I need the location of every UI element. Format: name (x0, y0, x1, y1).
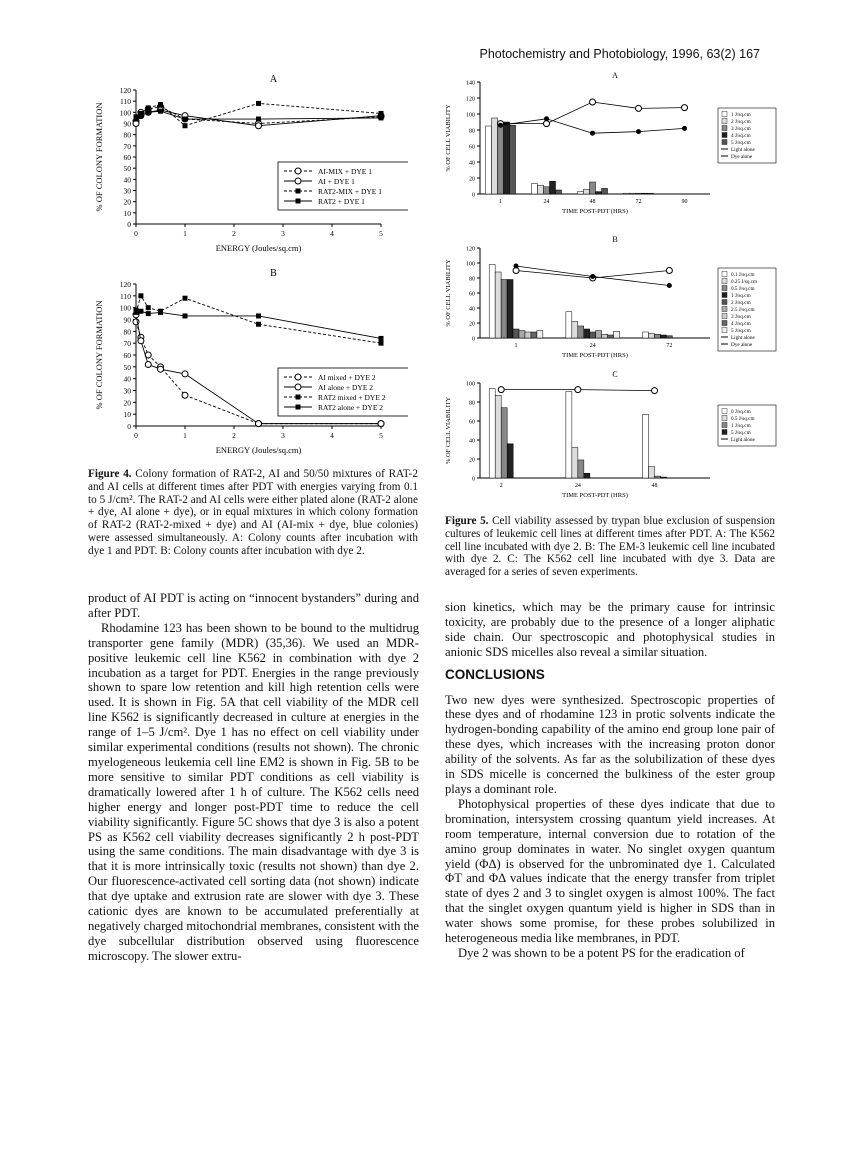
left-paragraph-1: product of AI PDT is acting on “innocent bystanders” during and after PDT. (88, 591, 419, 620)
legend-entry: 3 J/sq.cm (731, 314, 751, 320)
data-point (652, 388, 658, 394)
legend-entry: 2 J/sq.cm (731, 300, 751, 306)
legend-entry: Dye alone (731, 342, 753, 348)
y-tick-label: 10 (123, 410, 131, 420)
x-tick-label: 1 (183, 431, 187, 440)
legend-swatch (722, 286, 727, 291)
bar (624, 193, 630, 194)
x-axis-label: TIME POST-PDT (HRS) (562, 208, 628, 215)
bar (584, 473, 590, 478)
y-tick-label: 80 (123, 130, 131, 140)
y-tick-label: 70 (123, 141, 131, 151)
bar (507, 280, 513, 339)
legend-entry: RAT2 alone + DYE 2 (318, 403, 384, 412)
y-axis-label: % OF COLONY FORMATION (94, 300, 104, 410)
legend-entry: 1 J/sq.cm (731, 423, 751, 429)
legend-entry: 5 J/sq.cm (731, 328, 751, 334)
legend-entry: 1 J/sq.cm (731, 293, 751, 299)
x-tick-label: 24 (589, 343, 596, 349)
y-tick-label: 40 (469, 306, 475, 313)
legend-marker (296, 405, 301, 410)
y-axis-label: % OF COLONY FORMATION (94, 102, 104, 212)
y-tick-label: 100 (466, 112, 475, 119)
legend-entry: AI + DYE 1 (318, 177, 355, 186)
data-point (590, 274, 595, 279)
left-paragraph-2: Rhodamine 123 has been shown to be bound to the multidrug transporter gene family (MDR) (35,36). We used an MDR-positive leukemic cell line K562 in combination with dye 2 incubation as a target for PDT. Energies in the range previously shown to spare low retention and kill high retention cells were used. It is shown in Fig. 5A that cell viability of the MDR cell line K562 is significantly decreased in culture at energies in the range of 1–5 J/cm². Dye 1 has no effect on cell viability under similar experimental conditions (results not shown). The chronic myelogeneous leukemia cell line EM2 is shown in Fig. 5B to be more sensitive to similar PDT conditions as cell viability is dramatically lowered after 1 h of culture. The K562 cells need higher energy and longer post-PDT time to reduce the cell viability significantly. Figure 5C shows that dye 3 is also a potent PS as K562 cell viability decreases significantly 2 h post-PDT using the same conditions. The main disadvantage with dye 3 is that it is more intrinsically toxic (results not shown) than dye 2. Our fluorescence-activated cell sorting data (not shown) indicate that dye uptake and extrusion rate are slower with dye 3. These cationic dyes are known to be accumulated preferentially at negatively charged mitochondrial membranes, consistent with the dye subcellular distribution observed using fluorescence microscopy. The slower extru- (88, 620, 419, 963)
data-point (256, 117, 261, 122)
y-tick-label: 90 (123, 315, 131, 325)
bar (531, 332, 537, 338)
data-point (379, 115, 384, 120)
y-tick-label: 100 (119, 303, 131, 313)
bar (486, 126, 492, 194)
y-axis-label: % OF CELL VIABILITY (445, 396, 452, 465)
bar (572, 448, 578, 478)
bar (495, 395, 501, 478)
bar (654, 334, 660, 338)
bar (537, 331, 543, 339)
y-tick-label: 60 (469, 419, 475, 426)
y-tick-label: 60 (123, 351, 131, 360)
y-tick-label: 20 (469, 457, 475, 464)
bar (596, 192, 602, 194)
bar (519, 331, 525, 339)
x-tick-label: 1 (499, 199, 503, 205)
data-point (183, 313, 188, 318)
bar (590, 332, 596, 338)
legend-swatch (722, 300, 727, 305)
bar (648, 193, 654, 194)
y-tick-label: 80 (123, 327, 131, 337)
x-tick-label: 3 (281, 229, 285, 238)
x-axis-label: TIME POST-PDT (HRS) (562, 492, 628, 499)
legend-marker (296, 199, 301, 204)
y-tick-label: 0 (127, 422, 131, 431)
x-tick-label: 4 (330, 229, 334, 238)
bar (566, 312, 572, 338)
y-tick-label: 50 (123, 362, 131, 372)
legend-entry: AI-MIX + DYE 1 (318, 167, 373, 176)
legend-swatch (722, 314, 727, 319)
bar (661, 477, 667, 478)
legend-entry: 0.25 J/sq.cm (731, 279, 758, 285)
y-tick-label: 90 (123, 119, 131, 129)
bar (666, 336, 672, 338)
section-title-conclusions: CONCLUSIONS (445, 666, 545, 682)
bar (525, 332, 531, 338)
bar (572, 322, 578, 339)
data-point (544, 116, 549, 121)
data-point (182, 392, 188, 398)
y-tick-label: 30 (123, 386, 131, 396)
legend-marker (295, 374, 301, 380)
data-point (636, 129, 641, 134)
conclusions-paragraph-2: Photophysical properties of these dyes indicate that due to bromination, intersystem crossing quantum yield increases. At room temperature, internal conversion due to rotation of the amino group dominates in water. No singlet oxygen quantum yield (ΦΔ) is observed for the unbrominated dye 1. Calculated ΦT and ΦΔ values indicate that the energy transfer from triplet state of dyes 2 and 3 to singlet oxygen is almost 100%. The fact that the singlet oxygen quantum yield is higher in SDS than in water shows some promise, for these probes solubilized in heterogeneous media like membranes, in PDT. (445, 796, 775, 946)
figure5-panel-a (440, 70, 780, 240)
data-point (183, 296, 188, 301)
bar (608, 335, 614, 338)
y-tick-label: 0 (472, 336, 475, 343)
legend-entry: Light alone (731, 147, 755, 153)
y-tick-label: 120 (119, 86, 131, 95)
legend-swatch (722, 279, 727, 284)
y-tick-label: 40 (123, 175, 131, 185)
y-tick-label: 0 (472, 476, 475, 483)
bar (602, 188, 608, 194)
bar (642, 193, 648, 194)
bar (602, 334, 608, 338)
legend-swatch (722, 112, 727, 117)
bar (584, 189, 590, 194)
figure4-caption-text: Colony formation of RAT-2, AI and 50/50 mixtures of RAT-2 and AI cells at different times after PDT with energies varying from 0.1 to 5 J/cm². The RAT-2 and AI cells were either plated alone (RAT-2 alone + dye, AI alone + dye), or in equal mixtures in which colony formation of RAT-2 (RAT-2-mixed + dye) and AI (AI-mix + dye, blue colonies) were assessed simultaneously. A: Colony counts after incubation with dye 1 and PDT. B: Colony counts after incubation with dye 2. (88, 468, 418, 557)
legend-entry: 0 J/sq.cm (731, 409, 751, 415)
legend-entry: 0.5 J/sq.cm (731, 416, 755, 422)
y-tick-label: 120 (119, 280, 131, 289)
legend-entry: 3 J/sq.cm (731, 126, 751, 132)
right-paragraph-top: sion kinetics, which may be the primary cause for intrinsic toxicity, are probably due to the presence of a longer aliphatic side chain. Our spectroscopic and photophysical studies in anionic SDS micelles also reveal a similar situation. (445, 600, 775, 659)
panel-label: A (269, 74, 278, 85)
figure5-panel-b (440, 230, 780, 375)
x-tick-label: 0 (134, 431, 138, 440)
x-tick-label: 2 (232, 229, 236, 238)
data-point (146, 305, 151, 310)
legend-entry: 2.5 J/sq.cm (731, 307, 755, 313)
data-point (138, 113, 143, 118)
bar (507, 444, 513, 478)
data-point (590, 131, 595, 136)
y-tick-label: 100 (466, 381, 475, 388)
legend-entry: AI alone + DYE 2 (318, 383, 374, 392)
bar (660, 335, 666, 338)
y-tick-label: 20 (469, 176, 475, 183)
bar (492, 118, 498, 194)
x-tick-label: 5 (379, 229, 383, 238)
bar (495, 272, 501, 338)
x-axis-label: ENERGY (Joules/sq.cm) (215, 445, 302, 455)
legend-entry: 5 J/sq.cm (731, 430, 751, 436)
y-tick-label: 20 (469, 321, 475, 328)
data-point (590, 99, 596, 105)
bar (578, 326, 584, 338)
bar (513, 329, 519, 338)
data-point (682, 126, 687, 131)
bar (643, 332, 649, 338)
bar (578, 192, 584, 194)
legend-entry: 4 J/sq.cm (731, 133, 751, 139)
bar (504, 122, 510, 194)
x-tick-label: 4 (330, 431, 334, 440)
panel-label: B (270, 268, 277, 279)
bar (550, 181, 556, 194)
data-point (182, 371, 188, 377)
figure4-panel-a (88, 72, 408, 272)
data-point (138, 338, 144, 344)
y-tick-label: 80 (469, 128, 475, 135)
x-tick-label: 72 (635, 199, 642, 205)
data-point (498, 123, 503, 128)
data-point (379, 111, 384, 116)
legend-marker (296, 189, 301, 194)
x-tick-label: 24 (543, 199, 550, 205)
legend-swatch (722, 430, 727, 435)
figure4-caption-label: Figure 4. (88, 468, 132, 480)
data-point (378, 421, 384, 427)
left-column (88, 591, 419, 964)
bar (636, 193, 642, 194)
data-point (146, 110, 151, 115)
y-axis-label: % OF CELL VIABILITY (445, 259, 452, 327)
legend-entry: 0.1 J/sq.cm (731, 272, 755, 278)
y-tick-label: 20 (123, 398, 131, 408)
bar (596, 331, 602, 339)
bar (501, 280, 507, 339)
data-point (158, 109, 163, 114)
y-tick-label: 70 (123, 339, 131, 349)
x-tick-label: 5 (379, 431, 383, 440)
data-point (636, 105, 642, 111)
y-tick-label: 40 (123, 374, 131, 384)
legend-swatch (722, 140, 727, 145)
bar (630, 193, 636, 194)
bar (566, 392, 572, 478)
legend-entry: 1 J/sq.cm (731, 112, 751, 118)
data-point (256, 123, 262, 129)
legend-entry: Light alone (731, 335, 755, 341)
legend-entry: 4 J/sq.cm (731, 321, 751, 327)
x-tick-label: 2 (232, 431, 236, 440)
y-tick-label: 60 (469, 291, 475, 298)
data-point (379, 336, 384, 341)
y-tick-label: 40 (469, 160, 475, 167)
y-tick-label: 100 (466, 261, 475, 268)
bar (648, 334, 654, 339)
legend-entry: RAT2 + DYE 1 (318, 197, 365, 206)
bar (538, 185, 544, 194)
legend-swatch (722, 307, 727, 312)
data-point (667, 283, 672, 288)
bar (510, 125, 516, 194)
bar (614, 331, 620, 338)
legend-swatch (722, 293, 727, 298)
legend-swatch (722, 133, 727, 138)
panel-label: B (612, 235, 618, 244)
x-tick-label: 72 (666, 343, 673, 349)
conclusions-paragraph-3: Dye 2 was shown to be a potent PS for the eradication of (458, 945, 745, 960)
data-point (256, 322, 261, 327)
series-line (136, 296, 381, 343)
y-tick-label: 40 (469, 438, 475, 445)
bar (532, 184, 538, 194)
conclusions-paragraph-1: Two new dyes were synthesized. Spectroscopic properties of these dyes and of rhodamine 123 in protic solvents indicate the hydrogen-bonding capability of the amino end group lone pair of these dyes, which increases with the increasing proton donor ability of the solvents. As far as the solubilization of these dyes in SDS micelle is concerned the bulkiness of the ester group plays a dominant role. (445, 692, 775, 796)
x-tick-label: 2 (499, 483, 503, 489)
data-point (666, 268, 672, 274)
y-tick-label: 0 (472, 192, 475, 199)
data-point (256, 313, 261, 318)
data-point (183, 123, 188, 128)
bar (655, 476, 661, 478)
bar (489, 265, 495, 339)
y-tick-label: 30 (123, 186, 131, 196)
y-tick-label: 60 (123, 153, 131, 162)
x-tick-label: 1 (183, 229, 187, 238)
legend-entry: RAT2-MIX + DYE 1 (318, 187, 383, 196)
legend-entry: Light alone (731, 437, 755, 443)
y-tick-label: 20 (123, 197, 131, 207)
bar (556, 190, 562, 194)
x-tick-label: 1 (514, 343, 518, 349)
y-tick-label: 120 (466, 246, 475, 253)
data-point (138, 293, 143, 298)
y-tick-label: 100 (119, 108, 131, 118)
x-tick-label: 0 (134, 229, 138, 238)
running-head: Photochemistry and Photobiology, 1996, 63(2) 167 (479, 47, 760, 61)
y-tick-label: 10 (123, 208, 131, 218)
data-point (575, 387, 581, 393)
y-tick-label: 110 (120, 291, 131, 301)
legend-swatch (722, 272, 727, 277)
y-tick-label: 120 (466, 96, 475, 103)
x-axis-label: TIME POST-PDT (HRS) (562, 352, 628, 359)
bar (578, 460, 584, 478)
y-tick-label: 140 (466, 80, 475, 87)
figure5-caption-text: Cell viability assessed by trypan blue exclusion of suspension cultures of leukemic cell lines at different times after PDT. A: The K562 cell line incubated with dye 2. B: The EM-3 leukemic cell line incubated with dye 2. C: The K562 cell line incubated with dye 3. Data are averaged for a series of seven experiments. (445, 515, 775, 579)
bar (489, 389, 495, 478)
y-tick-label: 80 (469, 400, 475, 407)
bar (501, 408, 507, 478)
panel-label: A (612, 71, 618, 80)
legend-marker (296, 395, 301, 400)
figure4-panel-b (88, 262, 408, 462)
figure5-caption (445, 515, 775, 579)
data-point (256, 101, 261, 106)
data-point (498, 387, 504, 393)
y-tick-label: 60 (469, 144, 475, 151)
y-tick-label: 80 (469, 276, 475, 283)
bar (584, 329, 590, 338)
legend-entry: 5 J/sq.cm (731, 140, 751, 146)
y-tick-label: 0 (127, 220, 131, 229)
legend-swatch (722, 119, 727, 124)
x-tick-label: 48 (589, 199, 596, 205)
right-column (445, 600, 775, 961)
figure5-panel-c (440, 365, 780, 510)
legend-swatch (722, 328, 727, 333)
data-point (544, 121, 550, 127)
bar (590, 182, 596, 194)
bar (643, 414, 649, 478)
bar (544, 187, 550, 194)
legend-entry: AI mixed + DYE 2 (318, 373, 376, 382)
x-tick-label: 48 (651, 483, 658, 489)
x-axis-label: ENERGY (Joules/sq.cm) (215, 243, 302, 253)
legend-marker (295, 178, 301, 184)
data-point (146, 105, 151, 110)
bar (649, 467, 655, 478)
y-tick-label: 50 (123, 164, 131, 174)
data-point (158, 102, 163, 107)
legend-entry: 2 J/sq.cm (731, 119, 751, 125)
legend-swatch (722, 321, 727, 326)
data-point (134, 117, 139, 122)
x-tick-label: 24 (574, 483, 581, 489)
panel-label: C (612, 370, 618, 379)
legend-marker (295, 168, 301, 174)
data-point (256, 421, 262, 427)
figure4-caption (88, 468, 418, 558)
legend-swatch (722, 409, 727, 414)
x-tick-label: 90 (681, 199, 688, 205)
data-point (146, 311, 151, 316)
legend-marker (295, 384, 301, 390)
data-point (145, 361, 151, 367)
legend-entry: RAT2 mixed + DYE 2 (318, 393, 386, 402)
legend-swatch (722, 423, 727, 428)
data-point (138, 309, 143, 314)
data-point (183, 117, 188, 122)
data-point (514, 264, 519, 269)
legend-entry: 0.5 J/sq.cm (731, 286, 755, 292)
x-tick-label: 3 (281, 431, 285, 440)
legend-swatch (722, 126, 727, 131)
y-tick-label: 110 (120, 97, 131, 107)
legend-swatch (722, 416, 727, 421)
data-point (682, 105, 688, 111)
data-point (134, 308, 139, 313)
data-point (158, 310, 163, 315)
bar (498, 127, 504, 194)
legend-entry: Dye alone (731, 154, 753, 160)
data-point (379, 341, 384, 346)
figure5-caption-label: Figure 5. (445, 515, 489, 527)
y-axis-label: % OF CELL VIABILITY (445, 104, 452, 172)
data-point (158, 366, 164, 372)
